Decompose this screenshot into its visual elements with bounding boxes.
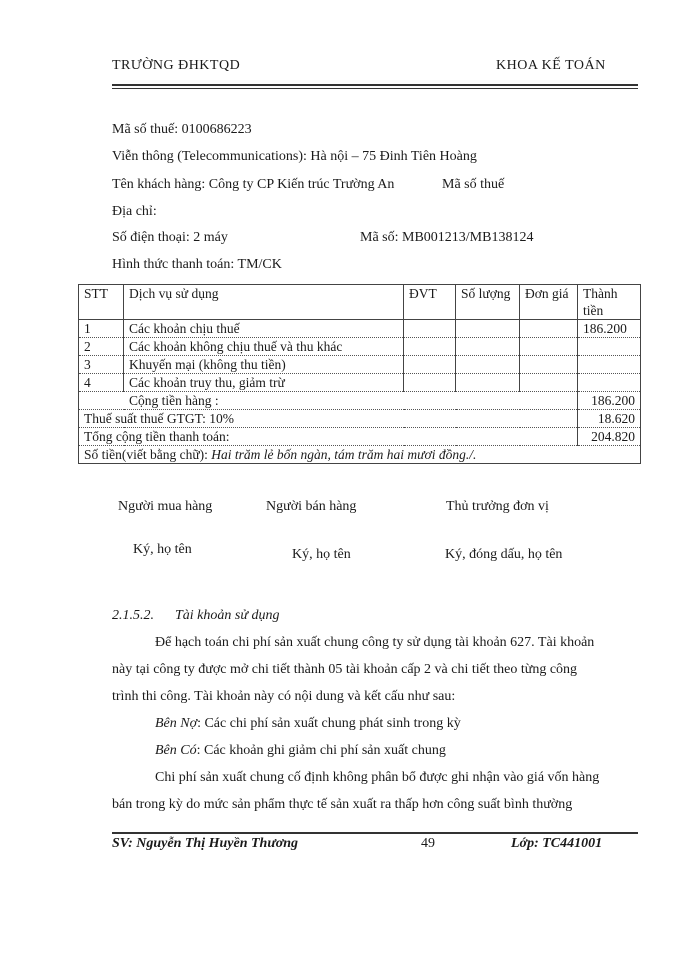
subtotal-label: Cộng tiền hàng : <box>79 392 578 410</box>
row-price <box>520 320 578 338</box>
table-row <box>79 338 641 356</box>
section-title: Tài khoản sử dụng <box>175 608 280 623</box>
phone: Số điện thoại: 2 máy <box>112 230 228 245</box>
words-cell <box>79 446 641 464</box>
invoice-table <box>78 284 641 464</box>
table-header-row <box>79 285 641 320</box>
row-amount <box>578 338 641 356</box>
row-qty <box>456 320 520 338</box>
row-unit <box>404 338 456 356</box>
row-stt: 3 <box>79 356 124 374</box>
section-number: 2.1.5.2. <box>112 608 154 623</box>
row-amount <box>578 374 641 392</box>
buyer-note: Ký, họ tên <box>133 542 192 557</box>
col-quantity <box>456 285 520 320</box>
row-price <box>520 356 578 374</box>
row-qty <box>456 356 520 374</box>
row-qty <box>456 338 520 356</box>
table-row <box>79 320 641 338</box>
credit-text: : Các khoản ghi giảm chi phí sản xuất chung <box>196 743 446 758</box>
col-unit-price <box>520 285 578 320</box>
row-stt: 2 <box>79 338 124 356</box>
tax-code: Mã số thuế: 0100686223 <box>112 122 252 137</box>
row-price <box>520 374 578 392</box>
col-quantity-label: Số lượng <box>461 286 511 301</box>
words-value: Hai trăm lẻ bốn ngàn, tám trăm hai mươi đồng./. <box>207 447 477 462</box>
words-label: Số tiền(viết bằng chữ): <box>84 447 208 462</box>
col-unit: ĐVT <box>404 285 456 320</box>
vat-row <box>79 410 641 428</box>
customer-tax-code: Mã số thuế <box>442 177 505 192</box>
row-amount <box>578 356 641 374</box>
seller-note: Ký, họ tên <box>292 547 351 562</box>
paragraph-1-line-1: Để hạch toán chi phí sản xuất chung công ty sử dụng tài khoản 627. Tài khoản <box>155 635 595 650</box>
row-service: Khuyến mại (không thu tiền) <box>124 356 404 374</box>
address: Địa chỉ: <box>112 204 157 219</box>
col-unit-price-label: Đơn giá <box>525 286 569 301</box>
total-row <box>79 428 641 446</box>
credit-line <box>155 743 446 759</box>
paragraph-2-line-2: bán trong kỳ do mức sản phẩm thực tế sản xuất ra thấp hơn công suất bình thường <box>112 797 573 812</box>
row-stt: 4 <box>79 374 124 392</box>
row-amount: 186.200 <box>578 320 641 338</box>
table-row <box>79 356 641 374</box>
col-service: Dịch vụ sử dụng <box>124 285 404 320</box>
seller-title: Người bán hàng <box>266 499 357 514</box>
paragraph-1-line-2: này tại công ty được mở chi tiết thành 05 tài khoản cấp 2 và chi tiết theo từng công <box>112 662 578 677</box>
total-label: Tổng cộng tiền thanh toán: <box>79 428 578 446</box>
provider: Viễn thông (Telecommunications): Hà nội – 75 Đinh Tiên Hoàng <box>112 149 477 164</box>
vat-label: Thuế suất thuế GTGT: 10% <box>79 410 578 428</box>
row-price <box>520 338 578 356</box>
header-rule-thick <box>112 84 638 86</box>
row-service: Các khoản không chịu thuế và thu khác <box>124 338 404 356</box>
footer-rule <box>112 832 638 834</box>
footer-student: SV: Nguyễn Thị Huyền Thương <box>112 836 298 851</box>
footer-page-number: 49 <box>421 836 435 851</box>
header-left: TRƯỜNG ĐHKTQD <box>112 58 241 73</box>
payment-method: Hình thức thanh toán: TM/CK <box>112 257 282 272</box>
paragraph-2-line-1: Chi phí sản xuất chung cố định không phân bổ được ghi nhận vào giá vốn hàng <box>155 770 600 785</box>
row-stt: 1 <box>79 320 124 338</box>
header-rule-thin <box>112 88 638 89</box>
col-amount: Thành tiền <box>578 285 641 320</box>
row-service: Các khoản truy thu, giảm trừ <box>124 374 404 392</box>
row-unit <box>404 356 456 374</box>
debit-text: : Các chi phí sản xuất chung phát sinh trong kỳ <box>197 716 461 731</box>
words-row <box>79 446 641 464</box>
col-stt: STT <box>79 285 124 320</box>
paragraph-1-line-3: trình thi công. Tài khoản này có nội dung và kết cấu như sau: <box>112 689 456 704</box>
debit-label: Bên Nợ <box>155 716 198 731</box>
credit-label: Bên Có <box>155 743 197 758</box>
subtotal-value: 186.200 <box>578 392 641 410</box>
row-unit <box>404 320 456 338</box>
header-right: KHOA KẾ TOÁN <box>496 58 606 73</box>
head-note: Ký, đóng dấu, họ tên <box>445 547 563 562</box>
row-qty <box>456 374 520 392</box>
head-title: Thủ trưởng đơn vị <box>446 499 549 514</box>
subtotal-row <box>79 392 641 410</box>
buyer-title: Người mua hàng <box>118 499 213 514</box>
debit-line <box>155 716 461 732</box>
customer: Tên khách hàng: Công ty CP Kiến trúc Trường An <box>112 177 395 192</box>
total-value: 204.820 <box>578 428 641 446</box>
invoice-code: Mã số: MB001213/MB138124 <box>360 230 534 245</box>
row-unit <box>404 374 456 392</box>
row-service: Các khoản chịu thuế <box>124 320 404 338</box>
table-row <box>79 374 641 392</box>
footer-class: Lớp: TC441001 <box>511 836 603 851</box>
vat-value: 18.620 <box>578 410 641 428</box>
